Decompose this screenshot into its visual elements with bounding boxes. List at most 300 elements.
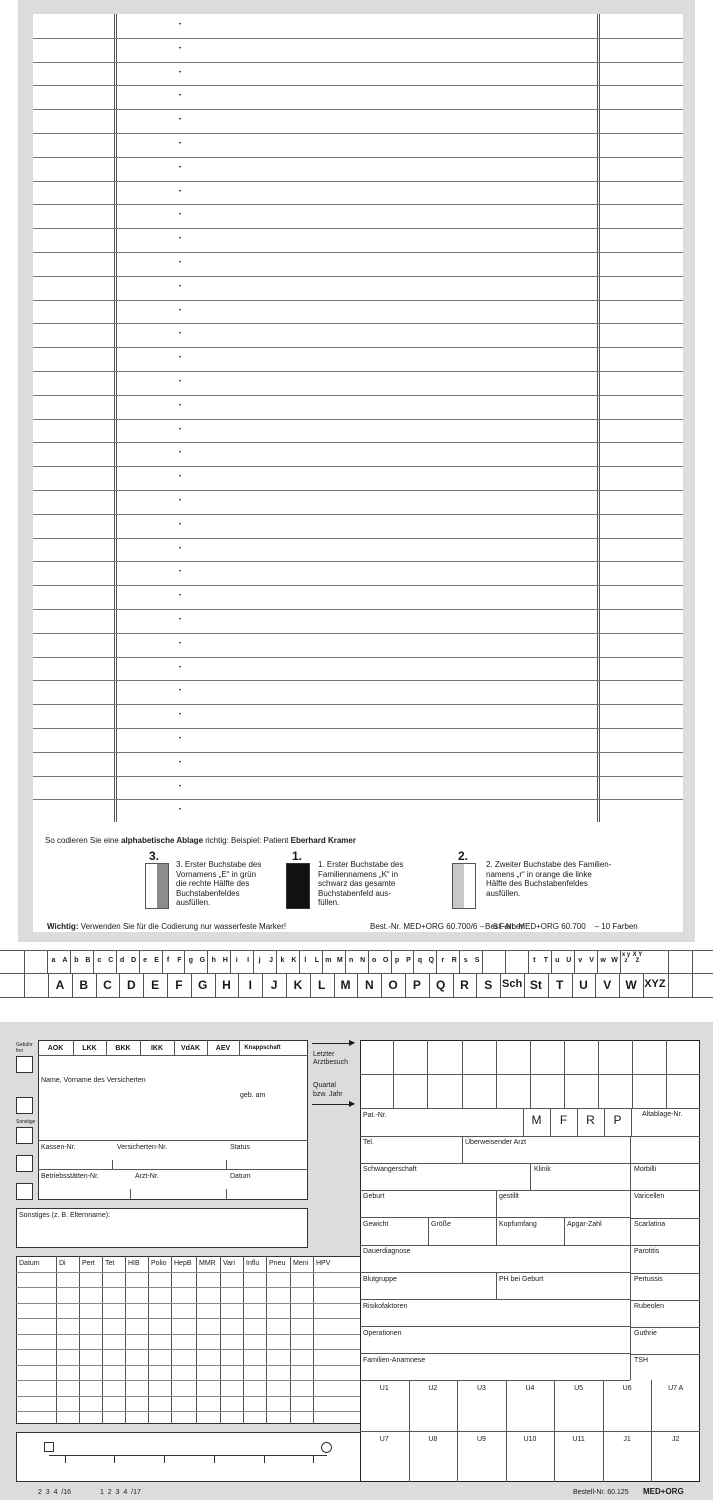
insurer-knappschaft[interactable]: Knappschaft	[244, 1045, 281, 1051]
vacc-col-line	[220, 1256, 221, 1424]
alpha-small-letter[interactable]: x y z	[621, 952, 631, 964]
step3-text-line: Buchstabenfeldes	[176, 888, 240, 898]
gender-label-r: R	[586, 1113, 595, 1127]
alpha-big-letter[interactable]: H	[222, 978, 231, 992]
timeline-tick	[313, 1455, 314, 1463]
vacc-col-line	[171, 1256, 172, 1424]
geburt-label: Geburt	[363, 1193, 385, 1200]
step2-text	[486, 860, 611, 898]
vacc-row-line	[16, 1334, 361, 1335]
bestell-number: Bestell-Nr. 60.125	[573, 1489, 629, 1496]
vacc-col-line	[196, 1256, 197, 1424]
step1-text-line: 1. Erster Buchstabe des	[318, 860, 404, 869]
measure-divider	[428, 1217, 429, 1245]
step2-text-line: 2. Zweiter Buchstabe des Familien-	[486, 860, 612, 869]
vacc-col-line	[125, 1256, 126, 1424]
u-exam-u1[interactable]: U1	[379, 1385, 389, 1392]
alpha-big-letter[interactable]: J	[270, 978, 278, 992]
disease-scarlatina: Scarlatina	[634, 1221, 666, 1228]
vacc-col-line	[290, 1256, 291, 1424]
alpha-small-letter[interactable]: d	[120, 957, 125, 964]
disease-pertussis: Pertussis	[634, 1276, 663, 1283]
alpha-small-letter[interactable]: V	[589, 957, 594, 964]
operationen-label: Operationen	[363, 1330, 402, 1337]
alpha-small-letter[interactable]: M	[336, 957, 343, 964]
quartal-label-1: Quartal	[313, 1082, 336, 1089]
alpha-small-letter[interactable]: J	[269, 957, 273, 964]
klinik-label: Klinik	[534, 1166, 551, 1173]
vacc-row-line	[16, 1365, 361, 1366]
tel-divider	[462, 1136, 463, 1163]
betriebs-tick1	[130, 1189, 131, 1199]
vacc-row-line	[16, 1396, 361, 1397]
vacc-row-line	[16, 1318, 361, 1319]
alpha-small-letter[interactable]: e	[143, 957, 148, 964]
alpha-small-letter[interactable]: t	[533, 957, 536, 964]
step1-swatch	[286, 863, 310, 909]
disease-guthrie: Guthrie	[634, 1330, 657, 1337]
alpha-small-letter[interactable]: p	[394, 957, 400, 964]
alpha-small-letter[interactable]: l	[304, 957, 307, 964]
alpha-big-letter[interactable]: F	[175, 978, 183, 992]
ruled-line	[33, 347, 683, 348]
gebuehr-checkbox[interactable]	[16, 1056, 33, 1073]
ruled-line	[33, 609, 683, 610]
alpha-big-letter[interactable]: C	[103, 978, 112, 992]
kassen-label: Kassen-Nr.	[41, 1144, 76, 1151]
u-exam-u2[interactable]: U2	[428, 1385, 438, 1392]
alpha-big-letter[interactable]: S	[484, 978, 493, 992]
alpha-small-letter[interactable]: E	[154, 957, 159, 964]
ruled-line	[33, 466, 683, 467]
ruled-line	[33, 62, 683, 63]
ruled-bullet: •	[179, 164, 182, 171]
ruled-bullet: •	[179, 759, 182, 766]
checkbox-5[interactable]	[16, 1183, 33, 1200]
vacc-col-line	[102, 1256, 103, 1424]
disease-row-line	[630, 1218, 700, 1219]
alpha-big-letter[interactable]: N	[364, 978, 374, 992]
ruled-line	[33, 85, 683, 86]
ruled-bullet: •	[179, 450, 182, 457]
ruled-line	[33, 276, 683, 277]
howto-intro: So codieren Sie eine alphabetische Ablage richtig: Beispiel: Patient Eberhard Kramer	[45, 836, 356, 845]
ruled-line	[33, 228, 683, 229]
right-row-line	[360, 1245, 630, 1246]
right-row-line	[360, 1136, 700, 1137]
insurer-vdak[interactable]: VdAK	[180, 1045, 201, 1052]
u-exam-u4[interactable]: U4	[525, 1385, 535, 1392]
ruled-line	[33, 109, 683, 110]
ruled-line	[33, 490, 683, 491]
alpha-small-letter[interactable]: N	[360, 957, 366, 964]
u-row-line	[360, 1431, 700, 1432]
order-number-10: Best.-Nr. MED+ORG 60.700 – 10 Farben	[485, 922, 638, 931]
vacc-row-line	[16, 1411, 361, 1412]
vacc-header: Tet	[105, 1260, 115, 1267]
timeline-tick	[164, 1455, 165, 1463]
step1-number: 1.	[292, 849, 303, 863]
vaccination-table	[16, 1256, 361, 1424]
gender-box-end	[631, 1108, 632, 1136]
alpha-small-letter[interactable]: A	[62, 957, 68, 964]
ruled-bullet: •	[179, 141, 182, 147]
step3-swatch	[145, 863, 169, 909]
vacc-row-line	[16, 1380, 361, 1381]
alpha-big-letter[interactable]: U	[579, 978, 588, 992]
right-row-line	[360, 1299, 630, 1300]
ruled-bullet: •	[179, 545, 182, 552]
vacc-header: HIB	[128, 1260, 140, 1267]
alpha-small-letter[interactable]: r	[441, 957, 445, 964]
right-row-line	[360, 1190, 630, 1191]
step2-number: 2.	[458, 849, 469, 863]
insurer-row-line	[38, 1055, 308, 1056]
alpha-small-letter[interactable]: n	[349, 957, 354, 964]
risiko-label: Risikofaktoren	[363, 1303, 408, 1310]
insurer-divider	[207, 1040, 208, 1055]
ruled-bullet: •	[179, 236, 182, 243]
right-row-line	[360, 1217, 630, 1218]
step1-text-line: füllen.	[318, 898, 340, 907]
ruled-bullet: •	[179, 712, 182, 719]
step3-text-line: ausfüllen.	[176, 898, 211, 907]
betriebs-line	[38, 1169, 308, 1170]
alpha-small-letter[interactable]: v	[578, 957, 583, 964]
kassen-line	[38, 1140, 308, 1141]
ruled-line	[33, 633, 683, 634]
alpha-big-letter[interactable]: V	[603, 978, 612, 992]
measure-divider	[496, 1217, 497, 1245]
insurer-divider	[140, 1040, 141, 1055]
arrow-quartal-head: ▶	[349, 1099, 356, 1108]
alpha-big-letter[interactable]: K	[293, 978, 303, 992]
ruled-bullet: •	[179, 664, 182, 671]
alpha-small-letter[interactable]: q	[417, 957, 423, 964]
alpha-small-letter[interactable]: I	[247, 957, 250, 964]
alpha-small-letter[interactable]: C	[108, 957, 114, 964]
disease-row-line	[630, 1273, 700, 1274]
betriebs-tick2	[226, 1189, 227, 1199]
alpha-small-divider	[505, 950, 506, 973]
arrow-letzter-line	[312, 1043, 352, 1044]
order-number-6: Best.-Nr. MED+ORG 60.700/6 – 6 Farben	[370, 922, 525, 931]
vacc-header: Polio	[151, 1260, 167, 1267]
vacc-col-line	[79, 1256, 80, 1424]
vacc-col-line	[266, 1256, 267, 1424]
measure-divider	[564, 1217, 565, 1245]
right-row-line	[360, 1353, 630, 1354]
u-exam-u3[interactable]: U3	[476, 1385, 486, 1392]
alpha-small-letter[interactable]: i	[235, 957, 238, 964]
right-row-line	[360, 1380, 630, 1381]
patnr-label: Pat.-Nr.	[363, 1112, 387, 1119]
geb-label: geb. am	[240, 1092, 266, 1099]
alpha-small-letter[interactable]: K	[291, 957, 297, 964]
alpha-big-letter[interactable]: M	[340, 978, 351, 992]
alpha-small-letter[interactable]: H	[222, 957, 228, 964]
u-exam-u7[interactable]: U7	[379, 1436, 389, 1443]
ruled-bullet: •	[179, 212, 182, 219]
timeline-start-square	[44, 1442, 54, 1452]
checkbox-4[interactable]	[16, 1155, 33, 1172]
versicherten-label: Versicherten-Nr.	[117, 1144, 168, 1151]
insurer-bkk[interactable]: BKK	[115, 1045, 131, 1052]
ruled-bullet: •	[179, 283, 182, 290]
insurer-aev[interactable]: AEV	[215, 1045, 231, 1052]
ph-divider	[496, 1272, 497, 1299]
alpha-small-letter[interactable]: f	[166, 957, 170, 964]
step2-text-line: namens „r“ in orange die linke	[486, 869, 592, 879]
alpha-small-letter[interactable]: G	[199, 957, 206, 964]
ruled-line	[33, 442, 683, 443]
alpha-small-divider	[482, 950, 483, 973]
timeline-tick	[65, 1455, 66, 1463]
ruled-line	[33, 538, 683, 539]
alpha-small-letter[interactable]: L	[314, 957, 319, 964]
timeline-end-circle	[321, 1442, 332, 1453]
timeline-box	[16, 1432, 361, 1482]
u-exam-u5[interactable]: U5	[574, 1385, 584, 1392]
ruled-line	[33, 300, 683, 301]
vacc-header: HPV	[316, 1260, 331, 1267]
insurer-divider	[73, 1040, 74, 1055]
status-label: Status	[230, 1144, 250, 1151]
ruled-bullet: •	[179, 521, 182, 528]
step3-text-line: die rechte Hälfte des	[176, 879, 250, 888]
ruled-line	[33, 585, 683, 586]
alpha-big-letter[interactable]: Sch	[501, 978, 523, 990]
ruled-bullet: •	[179, 379, 182, 385]
datum-label: Datum	[230, 1173, 251, 1180]
sonstige-checkbox[interactable]	[16, 1127, 33, 1144]
alpha-small-letter[interactable]: h	[211, 957, 216, 964]
disease-row-line	[630, 1354, 700, 1355]
insurer-lkk[interactable]: LKK	[82, 1045, 97, 1052]
ruled-line	[33, 752, 683, 753]
timeline-tick	[264, 1455, 265, 1463]
alpha-big-letter[interactable]: R	[460, 978, 469, 992]
vacc-row-line	[16, 1303, 361, 1304]
kopfumfang-label: Kopfumfang	[499, 1221, 537, 1228]
disease-varicellen: Varicellen	[634, 1193, 665, 1200]
vacc-col-line	[148, 1256, 149, 1424]
ruled-bullet: •	[179, 355, 182, 362]
vacc-col-line	[243, 1256, 244, 1424]
step1-text	[318, 860, 403, 908]
gender-label-f: F	[559, 1113, 568, 1127]
ruled-line	[33, 514, 683, 515]
alpha-small-letter[interactable]: j	[258, 957, 261, 964]
timeline-line	[49, 1455, 327, 1456]
timeline-tick	[214, 1455, 215, 1463]
disease-row-line	[630, 1300, 700, 1301]
step2-text-line: ausfüllen.	[486, 888, 521, 898]
alpha-small-letter[interactable]: b	[74, 957, 79, 964]
groesse-label: Größe	[431, 1221, 451, 1228]
alpha-small-letter[interactable]: O	[382, 957, 389, 964]
alpha-big-letter[interactable]: W	[625, 978, 637, 992]
schwanger-label: Schwangerschaft	[363, 1166, 417, 1173]
alpha-small-letter[interactable]: u	[555, 957, 560, 964]
alpha-small-letter[interactable]: m	[325, 957, 332, 964]
alpha-small-letter[interactable]: P	[406, 957, 411, 964]
quartal-label-2: bzw. Jahr	[313, 1091, 343, 1098]
gender-label-p: P	[613, 1113, 622, 1127]
alpha-small-letter[interactable]: a	[51, 957, 56, 964]
ruled-bullet: •	[179, 688, 182, 695]
sonstiges-label: Sonstiges (z. B. Elternname):	[19, 1212, 111, 1219]
ruled-bullet: •	[179, 331, 182, 338]
checkbox-2[interactable]	[16, 1097, 33, 1114]
step3-text-line: Vornamens „E“ in grün	[176, 869, 257, 879]
vacc-row-line	[16, 1287, 361, 1288]
alpha-small-letter[interactable]: D	[131, 957, 137, 964]
alpha-small-letter[interactable]: F	[177, 957, 182, 964]
ph-label: PH bei Geburt	[499, 1276, 544, 1283]
alpha-small-letter[interactable]: g	[188, 957, 194, 964]
alpha-big-letter[interactable]: I	[248, 978, 252, 992]
ruled-line	[33, 181, 683, 182]
disease-row-line	[630, 1190, 700, 1191]
alpha-small-letter[interactable]: X Y Z	[632, 952, 643, 964]
alpha-big-letter[interactable]: P	[412, 978, 421, 992]
brand-logo: MED+ORG	[643, 1487, 684, 1496]
insurer-divider	[239, 1040, 240, 1055]
alpha-big-letter[interactable]: L	[318, 978, 326, 992]
ruled-line	[33, 561, 683, 562]
ruled-bullet: •	[179, 260, 182, 266]
alpha-big-letter[interactable]: D	[126, 978, 136, 992]
disease-row-line	[630, 1245, 700, 1246]
vacc-header: Datum	[19, 1260, 40, 1267]
apgar-label: Apgar-Zahl	[567, 1221, 602, 1228]
alpha-big-letter[interactable]: G	[198, 978, 208, 992]
altablage-label: Altablage-Nr.	[642, 1111, 683, 1118]
alpha-small-letter[interactable]: c	[97, 957, 102, 964]
ruled-bullet: •	[179, 188, 182, 195]
step3-text-line: 3. Erster Buchstabe des	[176, 860, 262, 869]
alpha-big-letter[interactable]: O	[388, 978, 398, 992]
ruled-bullet: •	[179, 617, 182, 623]
insurer-divider	[174, 1040, 175, 1055]
ruled-line	[33, 204, 683, 205]
step2-swatch	[452, 863, 476, 909]
ruled-bullet: •	[179, 69, 182, 76]
ruled-bullet: •	[179, 426, 182, 433]
alpha-small-letter[interactable]: w	[600, 957, 606, 964]
tel-label: Tel.	[363, 1139, 374, 1146]
gewicht-label: Gewicht	[363, 1221, 389, 1228]
alpha-big-letter[interactable]: Q	[436, 978, 446, 992]
familien-label: Familien-Anamnese	[363, 1357, 426, 1364]
alpha-small-letter[interactable]: Q	[428, 957, 435, 964]
sonstige-label: Sonstige	[16, 1119, 36, 1125]
ruled-bullet: •	[179, 402, 182, 409]
ruled-line	[33, 252, 683, 253]
ruled-line	[33, 680, 683, 681]
alpha-big-letter[interactable]: St	[529, 978, 542, 992]
u-exam-j1[interactable]: J1	[623, 1436, 631, 1443]
u-exam-u11[interactable]: U11	[572, 1436, 585, 1443]
u-exam-j2[interactable]: J2	[672, 1436, 680, 1443]
ruled-line	[33, 799, 683, 800]
gebuehr-label: Gebühr frei	[16, 1042, 33, 1054]
alpha-big-letter[interactable]: E	[151, 978, 160, 992]
disease-col-line	[630, 1136, 631, 1380]
ruled-bullet: •	[179, 807, 182, 814]
alpha-small-letter[interactable]: s	[463, 957, 468, 964]
ruled-line	[33, 323, 683, 324]
alpha-small-letter[interactable]: S	[474, 957, 480, 964]
disease-parotitis: Parotitis	[634, 1248, 660, 1255]
alpha-small-letter[interactable]: R	[451, 957, 457, 964]
gestillt-divider	[496, 1190, 497, 1217]
klinik-divider	[530, 1163, 531, 1190]
alpha-big-letter[interactable]: B	[79, 978, 89, 992]
howto-note: Wichtig: Verwenden Sie für die Codierung nur wasserfeste Marker!	[47, 922, 287, 931]
letzter-label-1: Letzter	[313, 1051, 335, 1058]
alpha-top-line	[0, 950, 713, 951]
alpha-small-letter[interactable]: o	[371, 957, 377, 964]
ruled-bullet: •	[179, 474, 182, 481]
ruled-bullet: •	[179, 45, 182, 52]
u-exam-u7a[interactable]: U7 A	[668, 1385, 684, 1392]
u-exam-u6[interactable]: U6	[622, 1385, 632, 1392]
letzter-label-2: Arztbesuch	[313, 1059, 349, 1066]
u-exam-u8[interactable]: U8	[428, 1436, 438, 1443]
vacc-header: Vari	[223, 1260, 235, 1267]
u-exam-u9[interactable]: U9	[476, 1436, 486, 1443]
vacc-row-line	[16, 1272, 361, 1273]
ruled-line	[33, 419, 683, 420]
gender-label-m: M	[531, 1113, 542, 1127]
insurer-aok[interactable]: AOK	[47, 1045, 64, 1052]
alpha-small-letter[interactable]: U	[566, 957, 572, 964]
vacc-col-line	[56, 1256, 57, 1424]
insurer-ikk[interactable]: IKK	[150, 1045, 164, 1052]
vacc-header: HepB	[174, 1260, 192, 1267]
alpha-small-letter[interactable]: k	[280, 957, 285, 964]
disease-row-line	[630, 1327, 700, 1328]
ruled-bullet: •	[179, 640, 182, 647]
ruled-bullet: •	[179, 93, 182, 100]
blut-label: Blutgruppe	[363, 1276, 397, 1283]
disease-tsh: TSH	[634, 1357, 648, 1364]
ruled-line	[33, 133, 683, 134]
right-row-line-tail	[630, 1163, 700, 1164]
ruled-line	[33, 38, 683, 39]
ruled-line	[33, 704, 683, 705]
alpha-big-letter[interactable]: T	[556, 978, 564, 992]
alpha-small-letter[interactable]: W	[611, 957, 618, 964]
betriebs-label: Betriebsstätten-Nr.	[41, 1173, 99, 1180]
alpha-big-letter[interactable]: XYZ	[644, 978, 666, 990]
vacc-header: MMR	[199, 1260, 216, 1267]
disease-rubeolen: Rubeolen	[634, 1303, 664, 1310]
alpha-small-letter[interactable]: T	[543, 957, 548, 964]
alpha-small-letter[interactable]: B	[85, 957, 91, 964]
top-grid-row	[360, 1074, 700, 1075]
ruled-line	[33, 728, 683, 729]
alpha-bottom-line	[0, 997, 713, 998]
ruled-bullet: •	[179, 307, 182, 314]
alpha-big-letter[interactable]: A	[55, 978, 65, 992]
vacc-header: Meni	[293, 1260, 309, 1267]
ruled-bullet: •	[179, 736, 182, 742]
right-row-line	[360, 1326, 630, 1327]
u-exam-u10[interactable]: U10	[523, 1436, 537, 1443]
